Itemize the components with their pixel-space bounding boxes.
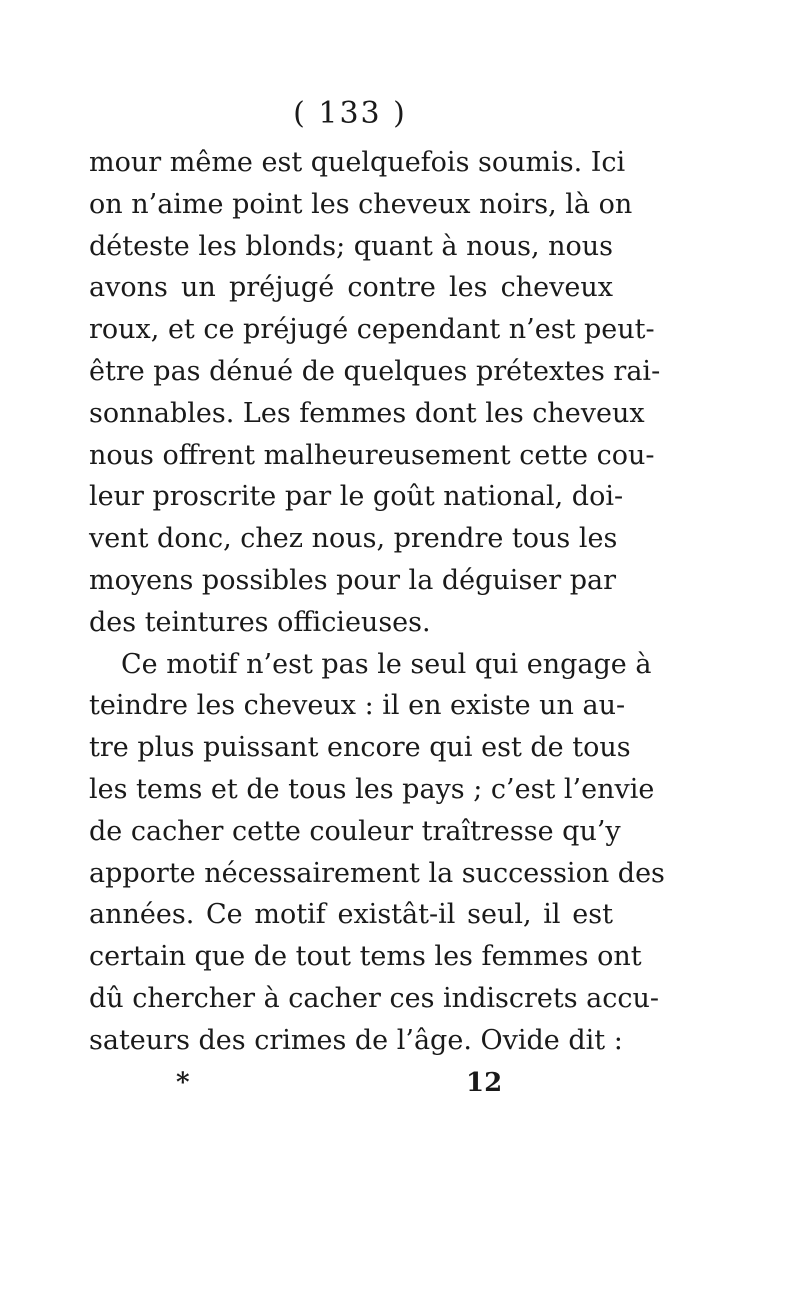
body-text <box>89 142 665 1062</box>
text-line: déteste les blonds; quant à nous, nous <box>89 230 614 262</box>
text-line: être pas dénué de quelques prétextes rai- <box>89 355 661 387</box>
text-line: des teintures officieuses. <box>89 606 431 638</box>
text-line: vent donc, chez nous, prendre tous les <box>89 523 618 555</box>
text-line: de cacher cette couleur traîtresse qu’y <box>89 815 621 847</box>
signature-number: 12 <box>466 1068 503 1098</box>
text-line: apporte nécessairement la succession des <box>89 857 665 889</box>
text-line: années. Ce motif existât-il seul, il est <box>89 899 613 931</box>
text-line: mour même est quelquefois soumis. Ici <box>89 147 626 178</box>
page-footer <box>0 1068 800 1108</box>
text-line: teindre les cheveux : il en existe un au- <box>89 690 626 722</box>
text-line: roux, et ce préjugé cependant n’est peut- <box>89 314 655 346</box>
text-line: tre plus puissant encore qui est de tous <box>89 732 631 764</box>
text-line: sonnables. Les femmes dont les cheveux <box>89 397 645 429</box>
text-line: sateurs des crimes de l’âge. Ovide dit : <box>89 1024 623 1056</box>
text-line: moyens possibles pour la déguiser par <box>89 564 617 596</box>
signature-mark: * <box>176 1068 190 1098</box>
text-line: les tems et de tous les pays ; c’est l’envie <box>89 773 655 805</box>
text-line: dû chercher à cacher ces indiscrets accu- <box>89 982 659 1014</box>
text-line: on n’aime point les cheveux noirs, là on <box>89 188 633 220</box>
text-line: nous offrent malheureusement cette cou- <box>89 439 655 471</box>
text-line: leur proscrite par le goût national, doi- <box>89 481 624 513</box>
text-line: certain que de tout tems les femmes ont <box>89 941 642 973</box>
text-line: Ce motif n’est pas le seul qui engage à <box>121 648 652 680</box>
page-number: ( 133 ) <box>293 96 407 131</box>
text-line: avons un préjugé contre les cheveux <box>89 272 613 304</box>
